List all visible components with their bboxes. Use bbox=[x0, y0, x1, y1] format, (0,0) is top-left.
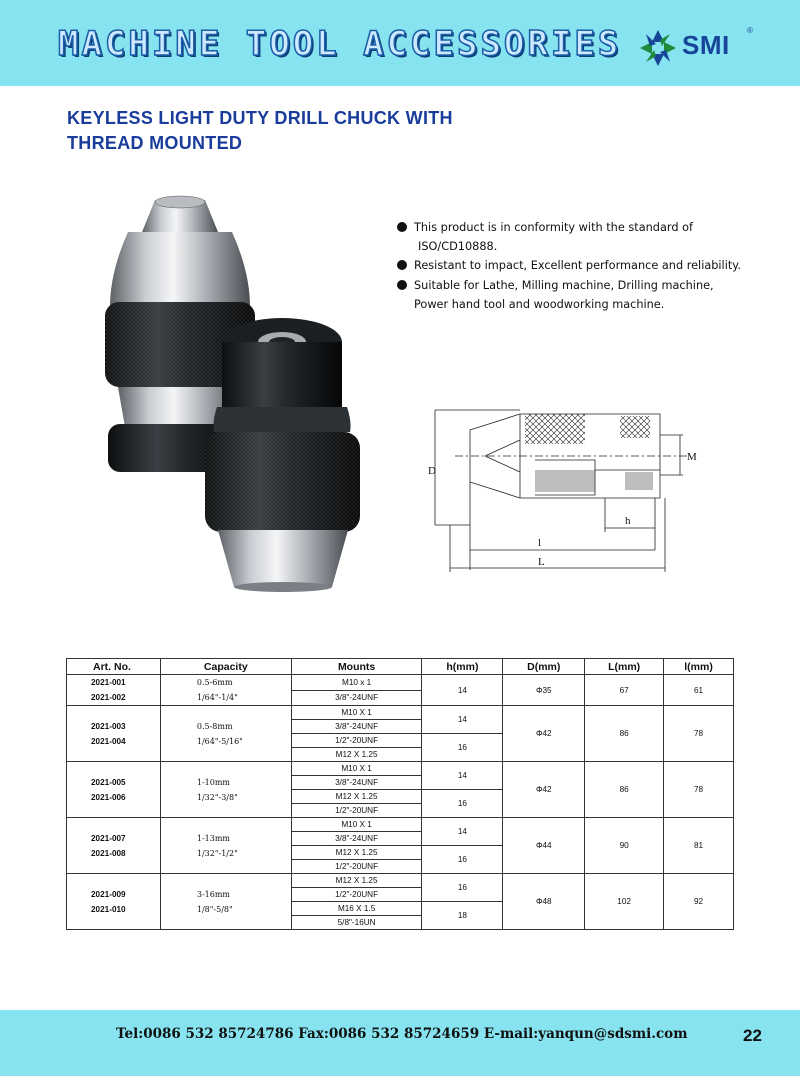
col-header-l: l(mm) bbox=[664, 659, 734, 675]
art-no: 2021-010 bbox=[91, 904, 126, 914]
h-cell: 18 bbox=[422, 902, 503, 930]
contact-info: Tel:0086 532 85724786 Fax:0086 532 85724659 E-mail:yanqun@sdsmi.com bbox=[116, 1026, 688, 1042]
footer-band bbox=[0, 1010, 800, 1076]
banner-title: MACHINE TOOL ACCESSORIES bbox=[58, 24, 622, 64]
diagram-label-big-l: L bbox=[538, 556, 545, 568]
mount-cell: M12 X 1.25 bbox=[291, 790, 422, 804]
h-cell: 16 bbox=[422, 874, 503, 902]
product-title bbox=[67, 106, 453, 156]
smi-logo-icon bbox=[638, 28, 680, 68]
bullet-icon bbox=[397, 222, 407, 232]
art-no: 2021-006 bbox=[91, 792, 126, 802]
art-no-cell bbox=[67, 706, 161, 762]
mount-cell: M10 X 1 bbox=[291, 818, 422, 832]
capacity-cell bbox=[160, 818, 291, 874]
mount-cell: 1/2"-20UNF bbox=[291, 804, 422, 818]
d-cell: Φ42 bbox=[503, 706, 585, 762]
mount-cell: M12 X 1.25 bbox=[291, 874, 422, 888]
page-number: 22 bbox=[743, 1026, 762, 1045]
big-l-cell: 67 bbox=[585, 675, 664, 706]
feature-text-cont: ISO/CD10888. bbox=[418, 240, 498, 254]
col-header-big-l: L(mm) bbox=[585, 659, 664, 675]
l-cell: 78 bbox=[664, 762, 734, 818]
mount-cell: M12 X 1.25 bbox=[291, 748, 422, 762]
feature-item bbox=[397, 276, 777, 314]
mount-cell: 5/8"-16UN bbox=[291, 916, 422, 930]
logo-text: SMI bbox=[682, 30, 730, 60]
feature-text: Resistant to impact, Excellent performance and reliability. bbox=[414, 259, 741, 273]
big-l-cell: 90 bbox=[585, 818, 664, 874]
capacity: 1/64"-1/4" bbox=[196, 693, 238, 702]
col-header-art-no: Art. No. bbox=[67, 659, 161, 675]
mount-cell: M16 X 1.5 bbox=[291, 902, 422, 916]
col-header-h: h(mm) bbox=[422, 659, 503, 675]
d-cell: Φ48 bbox=[503, 874, 585, 930]
feature-item bbox=[397, 218, 777, 256]
diagram-label-d: D bbox=[428, 465, 436, 477]
capacity-cell bbox=[160, 675, 291, 706]
l-cell: 81 bbox=[664, 818, 734, 874]
capacity: 1/64"-5/16" bbox=[196, 736, 243, 746]
feature-text: Suitable for Lathe, Milling machine, Drilling machine, bbox=[414, 278, 714, 292]
mount-cell: 1/2"-20UNF bbox=[291, 860, 422, 874]
h-cell: 16 bbox=[422, 734, 503, 762]
h-cell: 14 bbox=[422, 762, 503, 790]
l-cell: 61 bbox=[664, 675, 734, 706]
big-l-cell: 86 bbox=[585, 706, 664, 762]
registered-mark: ® bbox=[747, 26, 753, 35]
feature-text: This product is in conformity with the standard of bbox=[414, 221, 693, 234]
art-no: 2021-007 bbox=[91, 833, 126, 843]
capacity-cell bbox=[160, 874, 291, 930]
table-row bbox=[67, 675, 734, 691]
bullet-icon bbox=[397, 260, 407, 270]
big-l-cell: 102 bbox=[585, 874, 664, 930]
d-cell: Φ35 bbox=[503, 675, 585, 706]
d-cell: Φ44 bbox=[503, 818, 585, 874]
feature-list bbox=[397, 218, 777, 314]
art-no-cell bbox=[67, 818, 161, 874]
diagram-label-h: h bbox=[625, 515, 631, 527]
table-row bbox=[67, 706, 734, 720]
capacity: 3-16mm bbox=[196, 889, 231, 899]
feature-text-cont: Power hand tool and woodworking machine. bbox=[414, 297, 665, 311]
title-line-1: KEYLESS LIGHT DUTY DRILL CHUCK WITH bbox=[67, 108, 453, 128]
art-no: 2021-008 bbox=[91, 848, 126, 858]
col-header-mounts: Mounts bbox=[291, 659, 422, 675]
capacity: 1-13mm bbox=[196, 833, 231, 843]
big-l-cell: 86 bbox=[585, 762, 664, 818]
col-header-capacity: Capacity bbox=[160, 659, 291, 675]
dimension-diagram bbox=[425, 400, 705, 580]
title-line-2: THREAD MOUNTED bbox=[67, 133, 243, 153]
mount-cell: M10 X 1 bbox=[291, 706, 422, 720]
art-no: 2021-002 bbox=[91, 693, 126, 702]
art-no-cell bbox=[67, 762, 161, 818]
art-no: 2021-005 bbox=[91, 777, 126, 787]
table-row bbox=[67, 818, 734, 832]
h-cell: 16 bbox=[422, 846, 503, 874]
art-no: 2021-009 bbox=[91, 889, 126, 899]
mount-cell: 3/8"-24UNF bbox=[291, 720, 422, 734]
diagram-label-m: M bbox=[687, 451, 697, 463]
mount-cell: 3/8"-24UNF bbox=[291, 690, 422, 706]
mount-cell: M10 x 1 bbox=[291, 675, 422, 691]
art-no: 2021-003 bbox=[91, 721, 126, 731]
d-cell: Φ42 bbox=[503, 762, 585, 818]
mount-cell: 1/2"-20UNF bbox=[291, 888, 422, 902]
mount-cell: 3/8"-24UNF bbox=[291, 832, 422, 846]
capacity-cell bbox=[160, 706, 291, 762]
l-cell: 92 bbox=[664, 874, 734, 930]
h-cell: 14 bbox=[422, 675, 503, 706]
capacity: 0.5-8mm bbox=[196, 721, 233, 731]
bullet-icon bbox=[397, 280, 407, 290]
l-cell: 78 bbox=[664, 706, 734, 762]
mount-cell: 1/2"-20UNF bbox=[291, 734, 422, 748]
art-no: 2021-001 bbox=[91, 678, 126, 687]
feature-item bbox=[397, 256, 777, 275]
table-row bbox=[67, 874, 734, 888]
smi-logo bbox=[638, 28, 756, 68]
mount-cell: M12 X 1.25 bbox=[291, 846, 422, 860]
specification-table bbox=[66, 658, 734, 930]
art-no: 2021-004 bbox=[91, 736, 126, 746]
capacity: 1/32"-3/8" bbox=[196, 792, 238, 802]
diagram-label-l: l bbox=[538, 537, 542, 549]
col-header-d: D(mm) bbox=[503, 659, 585, 675]
h-cell: 14 bbox=[422, 706, 503, 734]
mount-cell: M10 X 1 bbox=[291, 762, 422, 776]
capacity: 1/8"-5/8" bbox=[196, 904, 233, 914]
table-header-row bbox=[67, 659, 734, 675]
capacity: 1/32"-1/2" bbox=[196, 848, 238, 858]
table-row bbox=[67, 762, 734, 776]
mount-cell: 3/8"-24UNF bbox=[291, 776, 422, 790]
capacity-cell bbox=[160, 762, 291, 818]
art-no-cell bbox=[67, 874, 161, 930]
capacity: 0.5-6mm bbox=[196, 678, 233, 687]
h-cell: 16 bbox=[422, 790, 503, 818]
art-no-cell bbox=[67, 675, 161, 706]
capacity: 1-10mm bbox=[196, 777, 231, 787]
h-cell: 14 bbox=[422, 818, 503, 846]
drill-chuck-photo bbox=[100, 192, 370, 592]
